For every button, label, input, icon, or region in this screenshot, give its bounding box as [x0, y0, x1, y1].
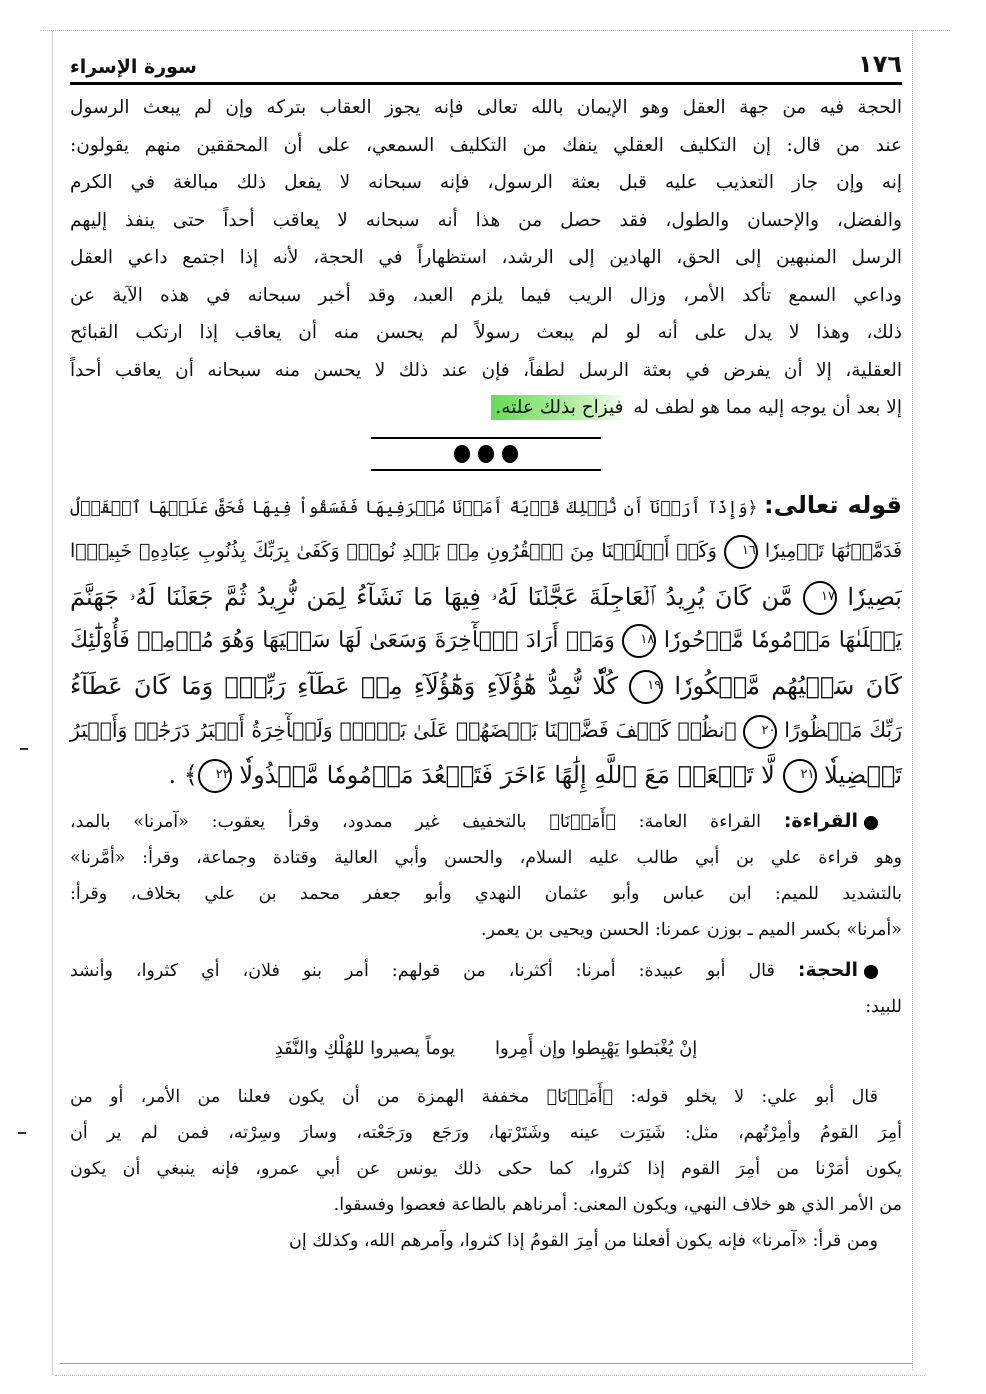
section-term: القراءة:	[783, 810, 858, 832]
qiraa-section	[70, 803, 902, 948]
verse-text: لَّا تَجۡعَلۡ مَعَ ٱللَّهِ إِلَٰهًا ءَاخَرَ فَتَقۡعُدَ مَذۡمُومٗا مَّخۡذُولٗا	[239, 760, 775, 789]
verse-text: مَّن كَانَ يُرِيدُ ٱلۡعَاجِلَةَ عَجَّلۡنَا لَهُۥ فِيهَا مَا نَشَآءُ لِمَن نُّرِيدُ ثُمَّ جَعَلۡنَا لَهُۥ جَهَنَّمَ	[70, 582, 793, 611]
text-line: ذلك، وهذا لا يدل على أنه لو لم يبعث رسولاً لم يحسن منه أن يعاقب إذا ارتكب القبائح	[70, 322, 902, 343]
text-line: والفضل، والإحسان والطول، فقد حصل من هذا أنه سبحانه لا يعاقب أحداً حتى ينفذ إليهم	[70, 209, 902, 231]
page-bottom-border	[60, 1363, 912, 1364]
note-line: بالتشديد للميم: ابن عباس وأبو عثمان النهدي وأبو جعفر محمد بن علي بخلاف، وقرأ:	[70, 884, 902, 904]
text-line: الحجة فيه من جهة العقل وهو الإيمان بالله تعالى فإنه يجوز العقاب بتركه وإن لم يبعث الرسول	[70, 97, 902, 118]
verse-text: تَفۡضِيلٗا	[824, 760, 902, 789]
text-line: إنه وإن جاز التعذيب عليه قبل بعثة الرسول، فإنه سبحانه لا يفعل ذلك مبالغة في الكرم	[70, 172, 902, 193]
separator-rule	[371, 437, 601, 439]
note-text: القراءة العامة: ﴿أَمَرۡنَا﴾ بالتخفيف غير ممدود، وقرأ يعقوب: «آمرنا» بالمد،	[70, 812, 762, 832]
verse-text: بَصِيرٗا	[847, 582, 902, 611]
verse-text: ٱنظُرۡ كَيۡفَ فَضَّلۡنَا بَعۡضَهُمۡ عَلَىٰ بَعۡضٖۚ وَلَلۡأٓخِرَةُ أَكۡبَرُ دَرَجَٰتٖ وَأَكۡبَرُ	[70, 718, 737, 742]
verse-text: ﴿وَإِذَآ أَرَدۡنَآ أَن نُّهۡلِكَ قَرۡيَةً أَمَرۡنَا مُتۡرَفِيهَا فَفَسَقُواْ فِيهَا فَحَقَّ عَلَيۡهَا ٱلۡقَوۡلُ	[70, 497, 758, 518]
poem-first-hemistich: إنْ يُغْبَطوا يَهْبِطوا وإن أَمِروا	[495, 1038, 698, 1059]
poem-second-hemistich: يوماً يصيروا للهُلْكِ والنَّفَدِ	[274, 1038, 456, 1059]
note-line	[70, 952, 902, 989]
page-left-border	[52, 30, 53, 1375]
note-line: أمِرَ القومُ وأمِرْتُهم، مثل: شَتِرَت عينه وشَتَرْتها، ورَجَع ورَجَعْته، وسارَ وسِرْته، فمن لم ير أن	[70, 1123, 902, 1143]
note-line: يكون أمَرْنا من أمِرَ القوم إذا كثروا، كما حكى ذلك يونس عن أبي عمرو، فإنه ينبغي أن يكون	[70, 1159, 902, 1179]
ayah-number-marker: ١٩	[629, 670, 663, 704]
text-line	[70, 389, 902, 427]
ayah-number-marker: ٢١	[783, 759, 817, 793]
verse-line	[70, 708, 902, 753]
separator-rule	[371, 469, 601, 471]
text-plain: إلا بعد أن يوجه إليه مما هو لطف له	[633, 397, 902, 418]
verse-line	[70, 619, 902, 664]
ayah-number-marker: ١٨	[622, 624, 656, 658]
verse-text: وَمَنۡ أَرَادَ ٱلۡأٓخِرَةَ وَسَعَىٰ لَهَا سَعۡيَهَا وَهُوَ مُؤۡمِنٞ فَأُوْلَٰٓئِكَ	[70, 628, 615, 653]
note-line: وهو قراءة علي بن أبي طالب عليه السلام، والحسن وأبي العالية وقتادة وجماعة، وقرأ: «أمَّرنا»	[70, 848, 902, 868]
verse-intro: قوله تعالى:	[764, 490, 902, 519]
note-line: من الأمر الذي هو خلاف النهي، ويكون المعنى: أمرناهم بالطاعة فعصوا وفسقوا.	[333, 1195, 902, 1215]
text-line: عند من قال: إن التكليف العقلي ينفك من التكليف السمعي، على أن المحققين منهم يقولون:	[70, 134, 902, 156]
note-line: «أمرنا» بكسر الميم ـ بوزن عمرنا: الحسن ويحيى بن يعمر.	[480, 920, 902, 940]
dot-ornament	[478, 445, 494, 463]
hujja-section	[70, 952, 902, 1259]
verse-text: رَبِّكَ مَحۡظُورًا	[784, 718, 902, 742]
page-bottom-edge	[55, 1375, 925, 1382]
note-line: ومن قرأ: «آمرنا» فإنه يكون أفعلنا من أمِرَ القومُ إذا كثروا، وآمرهم الله، وكذلك إن	[288, 1231, 878, 1251]
verse-line	[70, 483, 902, 531]
margin-mark	[18, 1132, 26, 1134]
section-term: الحجة:	[797, 959, 858, 981]
note-line: قال أبو علي: لا يخلو قوله: ﴿أَمَرۡنَا﴾ مخففة الهمزة من أن يكون فعلنا من الأمر، أو من	[70, 1087, 878, 1107]
ayah-number-marker: ١٧	[803, 581, 837, 615]
note-line: للبيد:	[865, 997, 902, 1017]
surah-title: سورة الإسراء	[70, 56, 197, 78]
note-line	[70, 803, 902, 840]
page-top-edge	[40, 22, 950, 31]
dot-ornament	[454, 445, 470, 463]
commentary-paragraph	[70, 89, 902, 427]
verse-closing: ﴾ .	[168, 760, 198, 789]
ayah-number-marker: ٢٢	[198, 759, 232, 793]
text-line: الرسل المنبهين إلى الحق، الهادين إلى الرشد، استظهاراً في الحجة، لأنه إذا اجتمع داعي العقل	[70, 247, 902, 268]
book-page	[70, 40, 902, 1259]
bullet-icon	[864, 965, 878, 979]
running-header	[70, 40, 902, 85]
verse-text: كَانَ سَعۡيُهُم مَّشۡكُورٗا	[674, 671, 902, 700]
quran-verses	[70, 483, 902, 798]
page-right-border	[912, 30, 913, 1370]
ayah-number-marker: ١٦	[724, 535, 758, 569]
dot-ornament	[502, 445, 518, 463]
verse-text: كُلّٗا نُّمِدُّ هَٰٓؤُلَآءِ وَهَٰٓؤُلَآءِ مِنۡ عَطَآءِ رَبِّكَۚ وَمَا كَانَ عَطَآءُ	[70, 671, 618, 700]
section-separator	[371, 437, 601, 471]
verse-line	[70, 530, 902, 575]
ayah-number-marker: ٢٠	[743, 715, 777, 749]
verse-text: وَكَمۡ أَهۡلَكۡنَا مِنَ ٱلۡقُرُونِ مِنۢ بَعۡدِ نُوحٖۗ وَكَفَىٰ بِرَبِّكَ بِذُنُوبِ عِبَادِهِۦ خَبِيرَۢا	[70, 541, 717, 562]
poetry-verse	[70, 1027, 902, 1071]
page-number: ١٧٦	[858, 50, 902, 78]
note-text: قال أبو عبيدة: أمرنا: أكثرنا، من قولهم: أمر بنو فلان، أي كثروا، وأنشد	[70, 961, 775, 981]
bullet-icon	[864, 816, 878, 830]
verse-line	[70, 753, 902, 798]
text-line: العقلية، إلا أن يفرض في بعثة الرسل لطفاً، فإن عند ذلك لا يحسن منه سبحانه أن يعاقب أحداً	[70, 359, 902, 381]
margin-mark	[20, 748, 28, 750]
highlighted-text[interactable]: فيزاح بذلك علته.	[491, 395, 627, 420]
verse-line	[70, 664, 902, 709]
verse-text: فَدَمَّرۡنَٰهَا تَدۡمِيرٗا	[764, 541, 902, 562]
verse-text: يَصۡلَىٰهَا مَذۡمُومٗا مَّدۡحُورٗا	[663, 628, 902, 653]
separator-dots	[371, 445, 601, 463]
verse-line	[70, 575, 902, 620]
text-line: وداعي السمع تأكد الأمر، وزال الريب فيما يلزم العبد، وقد أخبر سبحانه في هذه الآية عن	[70, 284, 902, 306]
